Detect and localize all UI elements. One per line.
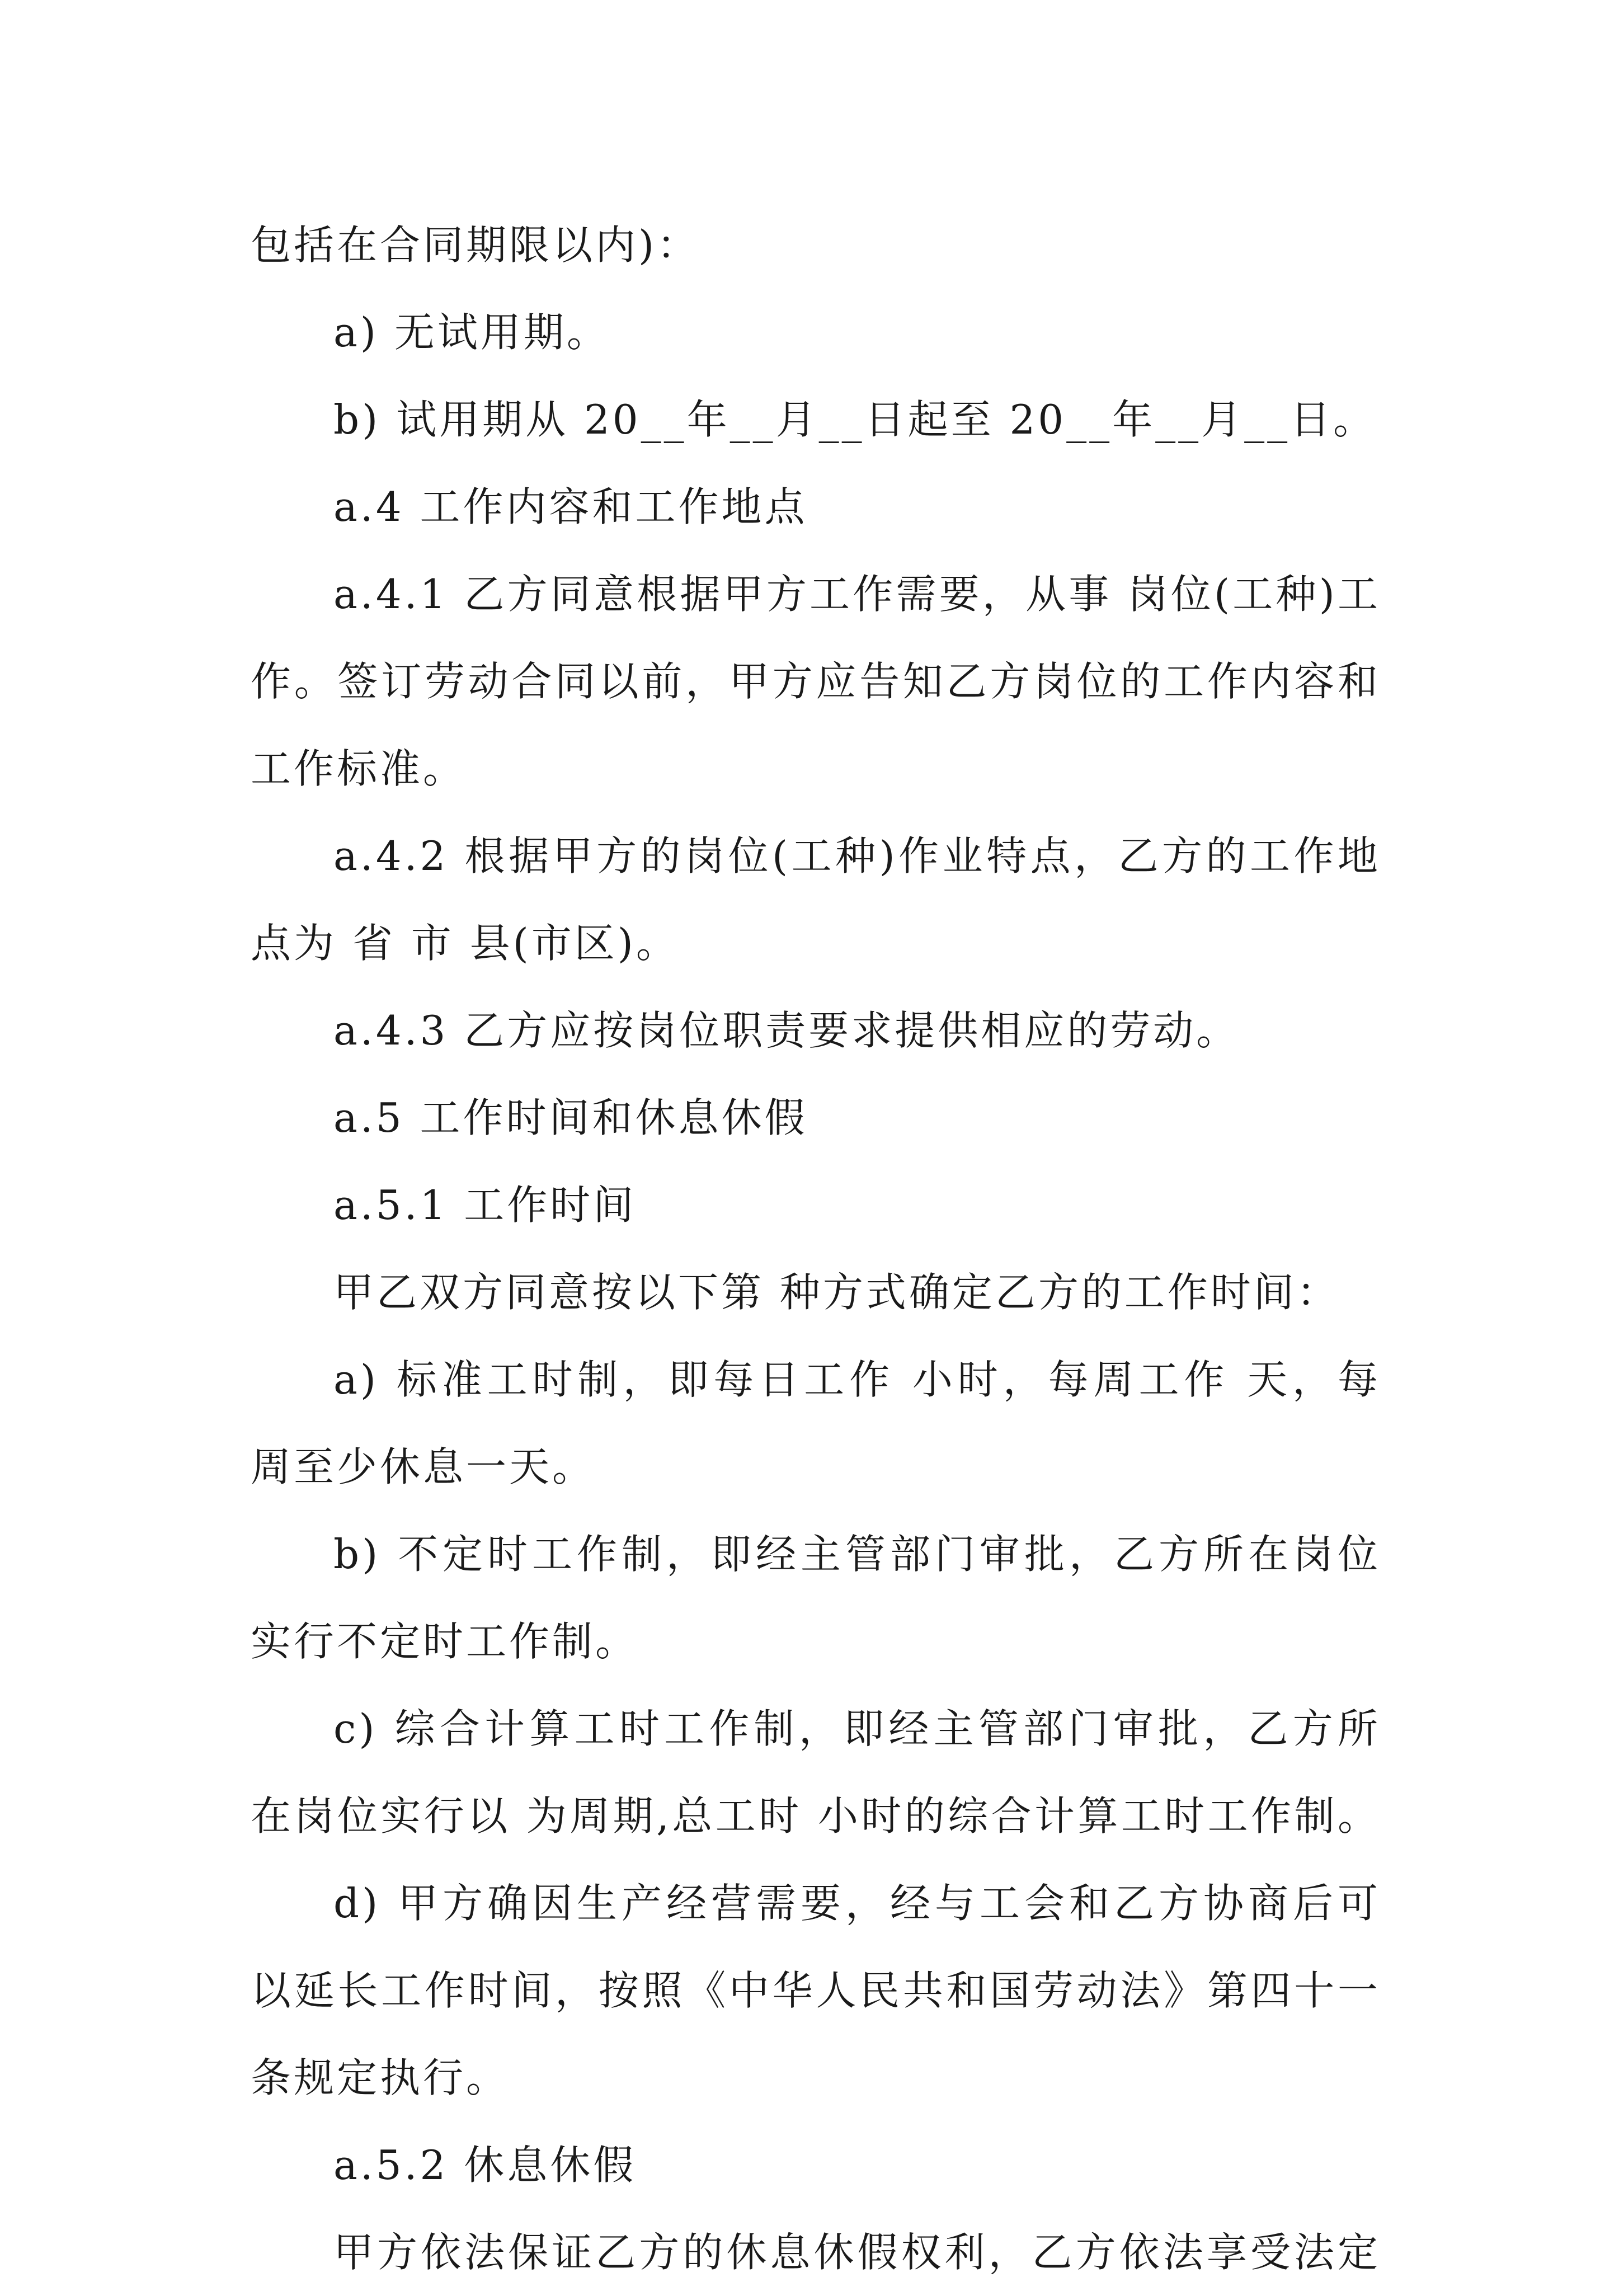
text-line-9: 点为 省 市 县(市区)。 (251, 920, 679, 967)
text-line-18: c) 综合计算工时工作制，即经主管部门审批，乙方所 (333, 1705, 1381, 1752)
text-line-7: 工作标准。 (251, 745, 467, 792)
document-page (251, 201, 1381, 2296)
text-line-14: a) 标准工时制，即每日工作 小时，每周工作 天，每 (333, 1356, 1381, 1403)
section-heading-a5: a.5 工作时间和休息休假 (333, 1094, 808, 1141)
text-line-19: 在岗位实行以 为周期,总工时 小时的综合计算工时工作制。 (251, 1792, 1381, 1839)
section-heading-a52: a.5.2 休息休假 (333, 2142, 637, 2189)
text-line-16: b) 不定时工作制，即经主管部门审批，乙方所在岗位 (333, 1531, 1381, 1578)
text-line-8: a.4.2 根据甲方的岗位(工种)作业特点，乙方的工作地 (333, 832, 1381, 879)
section-heading-a4: a.4 工作内容和工作地点 (333, 483, 808, 530)
text-line-1: 包括在合同期限以内)： (251, 222, 700, 269)
text-line-10: a.4.3 乙方应按岗位职责要求提供相应的劳动。 (333, 1007, 1240, 1054)
text-line-22: 条规定执行。 (251, 2054, 510, 2101)
section-heading-a51: a.5.1 工作时间 (333, 1182, 637, 1229)
text-line-24: 甲方依法保证乙方的休息休假权利，乙方依法享受法定 (333, 2229, 1381, 2276)
text-line-6: 作。签订劳动合同以前，甲方应告知乙方岗位的工作内容和 (251, 658, 1381, 705)
text-line-20: d) 甲方确因生产经营需要，经与工会和乙方协商后可 (333, 1880, 1381, 1927)
text-line-21: 以延长工作时间，按照《中华人民共和国劳动法》第四十一 (251, 1967, 1381, 2014)
text-line-13: 甲乙双方同意按以下第 种方式确定乙方的工作时间： (333, 1269, 1340, 1316)
text-line-5: a.4.1 乙方同意根据甲方工作需要，从事 岗位(工种)工 (333, 571, 1381, 618)
text-line-15: 周至少休息一天。 (251, 1443, 596, 1490)
text-line-2: a) 无试用期。 (333, 309, 610, 356)
text-line-17: 实行不定时工作制。 (251, 1618, 639, 1665)
text-line-3: b) 试用期从 20__年__月__日起至 20__年__月__日。 (333, 396, 1377, 443)
